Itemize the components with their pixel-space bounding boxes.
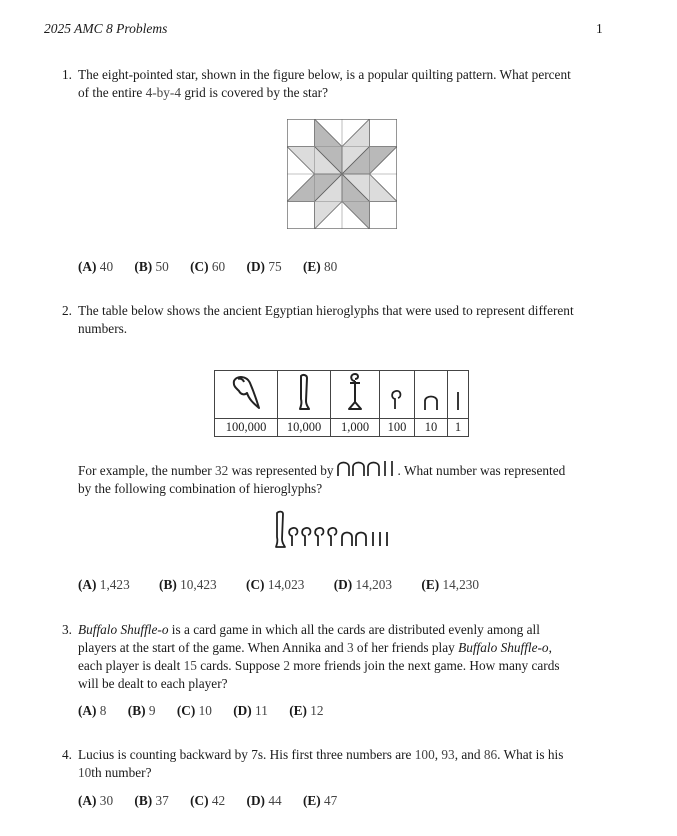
choice-b[interactable]: (B) 9 — [127, 703, 156, 718]
value-10: 10 — [415, 419, 448, 437]
problem-3-line-1: Buffalo Shuffle-o is a card game in which all the cards are distributed evenly among all — [78, 622, 540, 637]
problem-1-line-1: The eight-pointed star, shown in the figure below, is a popular quilting pattern. What percent — [78, 67, 571, 82]
problem-3-number: 3. — [62, 622, 72, 637]
hieroglyph-value-row — [215, 419, 469, 437]
value-10000: 10,000 — [278, 419, 331, 437]
problem-2-example — [78, 460, 604, 498]
hieroglyph-glyph-row — [215, 371, 469, 419]
problem-3-choices — [78, 702, 342, 720]
problem-1-choices — [78, 258, 355, 276]
page-header-title: 2025 AMC 8 Problems — [44, 21, 168, 36]
grid-size-value: 4-by-4 — [145, 85, 182, 101]
choice-e[interactable]: (E) 47 — [302, 793, 338, 808]
question-hieroglyphs-icon — [272, 509, 406, 549]
choice-b[interactable]: (B) 37 — [134, 793, 169, 808]
value-1: 1 — [448, 419, 469, 437]
choice-d[interactable]: (D) 75 — [246, 259, 282, 274]
choice-c[interactable]: (C) 60 — [190, 259, 226, 274]
choice-d[interactable]: (D) 11 — [233, 703, 268, 718]
choice-b[interactable]: (B) 50 — [134, 259, 169, 274]
page-number: 1 — [596, 21, 603, 36]
problem-2-line-2: numbers. — [78, 321, 128, 337]
tadpole-glyph-icon — [215, 371, 278, 419]
example-line-1: For example, the number 32 was represented by . What number was represented — [78, 460, 604, 480]
choice-d[interactable]: (D) 44 — [246, 793, 282, 808]
problem-4-choices — [78, 792, 355, 810]
finger-glyph-icon — [278, 371, 331, 419]
hieroglyph-table — [214, 370, 469, 437]
example-line-2: by the following combination of hieroglyphs? — [78, 481, 323, 497]
stroke-glyph-icon — [448, 371, 469, 419]
problem-4-line-2: 10th number? — [78, 765, 152, 781]
value-100000: 100,000 — [215, 419, 278, 437]
coil-glyph-icon — [380, 371, 415, 419]
problem-1-text — [78, 66, 604, 102]
choice-b[interactable]: (B) 10,423 — [159, 577, 217, 592]
problem-3-line-3: each player is dealt 15 cards. Suppose 2 more friends join the next game. How many cards — [78, 658, 560, 674]
choice-a[interactable]: (A) 40 — [78, 259, 114, 274]
choice-c[interactable]: (C) 14,023 — [246, 577, 305, 592]
choice-c[interactable]: (C) 10 — [176, 703, 212, 718]
problem-3-text — [78, 621, 604, 693]
problem-2-choices — [78, 576, 497, 594]
problem-1-line-2: of the entire 4-by-4 grid is covered by the star? — [78, 85, 328, 101]
problem-4-line-1: Lucius is counting backward by 7s. His first three numbers are 100, 93, and 86. What is his — [78, 747, 564, 762]
choice-a[interactable]: (A) 8 — [78, 703, 107, 718]
choice-a[interactable]: (A) 1,423 — [78, 577, 130, 592]
heel-glyph-icon — [415, 371, 448, 419]
choice-e[interactable]: (E) 14,230 — [421, 577, 480, 592]
example-hieroglyphs-icon — [336, 460, 396, 477]
problem-4-text — [78, 746, 604, 782]
problem-2-text — [78, 302, 604, 338]
value-100: 100 — [380, 419, 415, 437]
problem-1-number: 1. — [62, 67, 72, 82]
problem-2-line-1: The table below shows the ancient Egyptian hieroglyphs that were used to represent different — [78, 303, 574, 318]
value-1000: 1,000 — [331, 419, 380, 437]
eight-pointed-star-figure — [287, 119, 397, 229]
lotus-glyph-icon — [331, 371, 380, 419]
problem-3-line-2: players at the start of the game. When Annika and 3 of her friends play Buffalo Shuffle-o, — [78, 640, 552, 656]
choice-c[interactable]: (C) 42 — [190, 793, 226, 808]
problem-4-number: 4. — [62, 747, 72, 762]
choice-e[interactable]: (E) 12 — [289, 703, 324, 718]
choice-a[interactable]: (A) 30 — [78, 793, 114, 808]
problem-3-line-4: will be dealt to each player? — [78, 676, 228, 692]
choice-d[interactable]: (D) 14,203 — [333, 577, 393, 592]
choice-e[interactable]: (E) 80 — [302, 259, 338, 274]
problem-2-number: 2. — [62, 303, 72, 318]
